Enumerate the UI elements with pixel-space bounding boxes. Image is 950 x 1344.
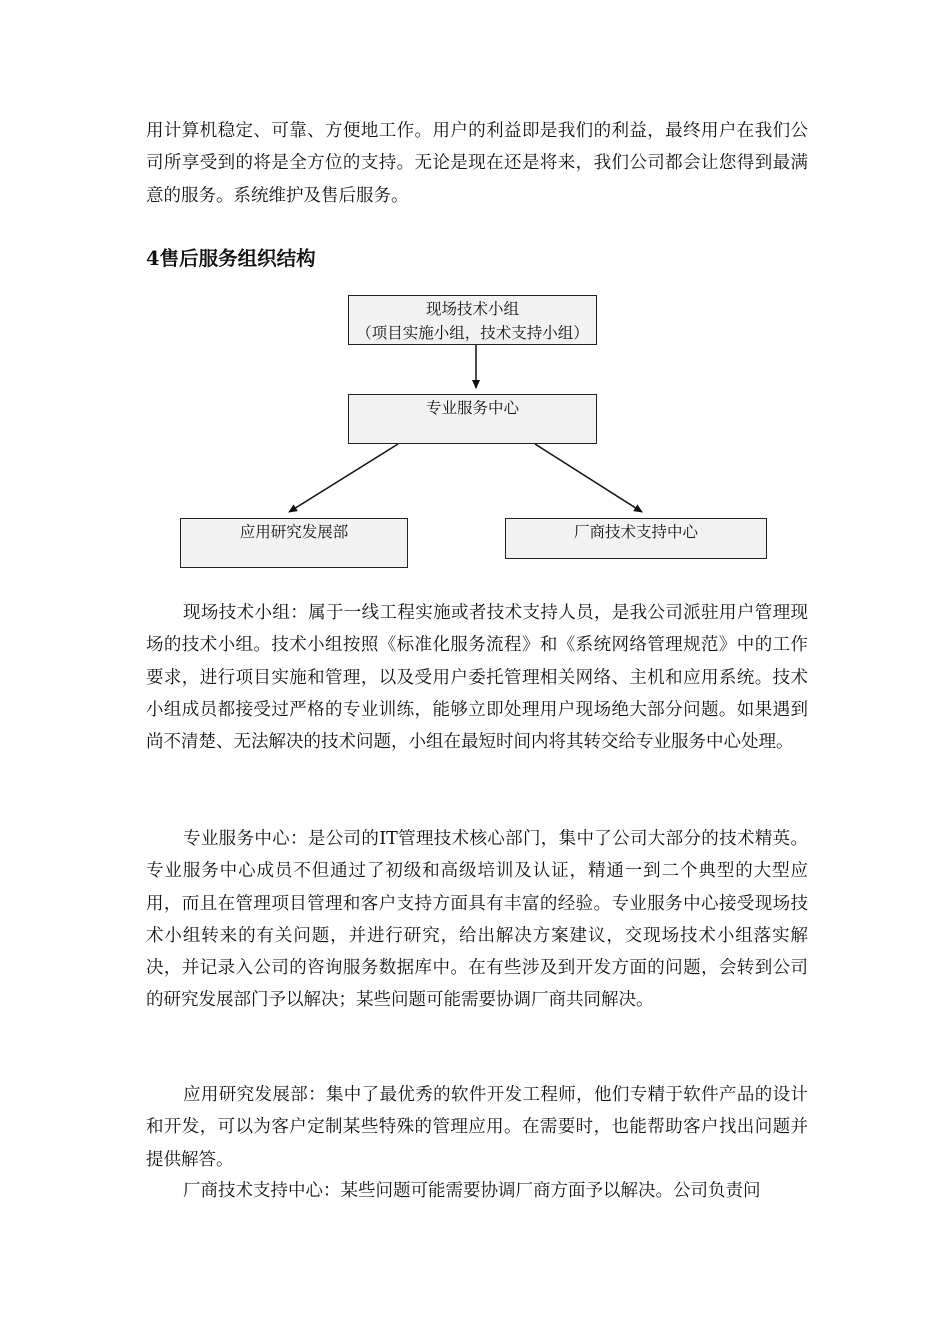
org-box-vendor-support-label: 厂商技术支持中心 [573,523,698,541]
paragraph-onsite-team: 现场技术小组：属于一线工程实施或者技术支持人员，是我公司派驻用户管理现场的技术小组。技术小组按照《标准化服务流程》和《系统网络管理规范》中的工作要求，进行项目实施和管理，以及受用户委托管理相关网络、主机和应用系统。技术小组成员都接受过严格的专业训练，能够立即处理用户现场绝大部分问题。如果遇到尚不清楚、无法解决的技术问题，小组在最短时间内将其转交给专业服务中心处理。 [146,603,808,753]
arrow-middle-to-right [535,444,642,512]
arrow-middle-to-left [289,444,398,512]
org-box-vendor-support [505,518,767,559]
paragraph-service-center: 专业服务中心：是公司的IT管理技术核心部门，集中了公司大部分的技术精英。专业服务中心成员不但通过了初级和高级培训及认证，精通一到二个典型的大型应用，而且在管理项目管理和客户支持方面具有丰富的经验。专业服务中心接受现场技术小组转来的有关问题，并进行研究，给出解决方案建议，交现场技术小组落实解决，并记录入公司的咨询服务数据库中。在有些涉及到开发方面的问题，会转到公司的研究发展部门予以解决；某些问题可能需要协调厂商共同解决。 [146,829,808,1011]
org-box-rnd-dept-label: 应用研究发展部 [239,523,349,541]
org-box-service-center-label: 专业服务中心 [425,399,519,417]
org-box-onsite-team [348,295,597,345]
section-heading: 4售后服务组织结构 [146,247,316,270]
org-box-onsite-team-title: 现场技术小组 [425,300,519,318]
org-box-service-center [348,394,597,444]
org-box-onsite-team-subtitle: （项目实施小组，技术支持小组） [356,324,589,342]
paragraph-vendor-support: 厂商技术支持中心：某些问题可能需要协调厂商方面予以解决。公司负责问 [183,1181,761,1201]
paragraph-rnd-dept: 应用研究发展部：集中了最优秀的软件开发工程师，他们专精于软件产品的设计和开发，可以为客户定制某些特殊的管理应用。在需要时，也能帮助客户找出问题并提供解答。 [146,1085,808,1170]
org-box-rnd-dept [180,518,408,568]
intro-paragraph: 用计算机稳定、可靠、方便地工作。用户的利益即是我们的利益，最终用户在我们公司所享受到的将是全方位的支持。无论是现在还是将来，我们公司都会让您得到最满意的服务。系统维护及售后服务。 [146,121,808,206]
